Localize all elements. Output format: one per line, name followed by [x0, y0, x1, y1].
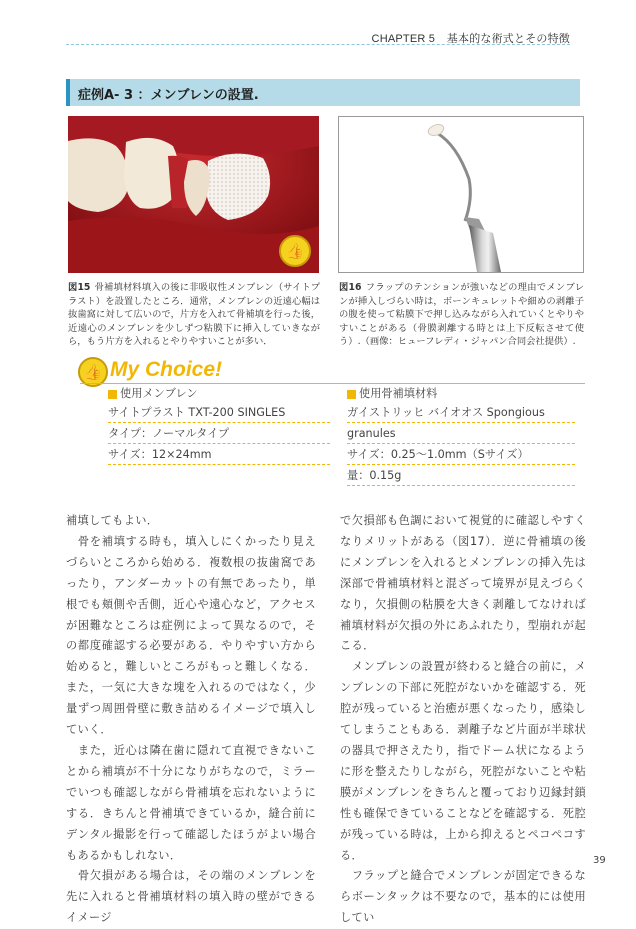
case-title-bar	[66, 79, 580, 106]
membrane-heading	[108, 386, 330, 402]
figure-15-photo	[68, 116, 319, 273]
bone-graft-product: ガイストリッヒ バイオオス Spongious	[347, 403, 575, 423]
chapter-title: 基本的な術式とその特徴	[446, 32, 570, 45]
body-paragraph: 骨欠損がある場合は，その端のメンブレンを先に入れると骨補填材料の填入時の壁ができるイメージ	[66, 869, 316, 925]
body-paragraph: で欠損部も色調において視覚的に確認しやすくなりメリットがある（図17）．逆に骨補填の後にメンブレンを入れるとメンブレンの挿入先は深部で骨補填材料と混ざって境界が見えづらくなり，欠損側の粘膜を大きく剥離してなければ補填材料が欠損の外にあふれたり，型崩れが起こる．	[340, 514, 586, 653]
body-column-right	[340, 511, 586, 929]
bone-graft-heading-text: 使用骨補填材料	[359, 387, 438, 400]
figure-15-number: 図15	[68, 282, 91, 293]
header-divider	[66, 44, 570, 45]
my-choice-exclamation: !	[215, 358, 223, 381]
bone-curette-drawing	[339, 117, 583, 272]
my-choice-title-text: My Choice	[110, 358, 216, 381]
body-paragraph: フラップと縫合でメンブレンが固定できるならボーンタックは不要なので，基本的には使用してい	[340, 869, 586, 925]
figure-16-text: フラップのテンションが強いなどの理由でメンブレンが挿入しづらい時は，ボーンキュレットや細めの剥離子の腹を使って粘膜下で押し込みながら入れていくとやりやすいことがある（骨膜剥離する時とは上下反転させて使う）.（画像：ヒューフレディ・ジャパン合同会社提供）.	[339, 282, 584, 347]
yellow-square-icon	[347, 390, 356, 399]
body-paragraph: 骨を補填する時も，填入しにくかったり見えづらいところから始める．複数根の抜歯窩であったり，アンダーカットの有無であったり，単根でも頬側や舌側，近心や遠心など，アクセスが困難なところは症例によって異なるので，その都度確認する必要がある．やりやすい方から始めると，難しいところがもっと難しくなる．また，一気に大きな塊を入れるのではなく，少量ずつ周囲骨壁に敷き詰めるイメージで填入していく．	[66, 534, 316, 737]
bone-graft-heading	[347, 386, 575, 402]
membrane-size: サイズ：12×24mm	[108, 445, 330, 465]
body-paragraph: 補填してもよい．	[66, 514, 159, 527]
chapter-label: CHAPTER 5	[371, 33, 436, 45]
figure-15-text: 骨補填材料填入の後に非吸収性メンブレン（サイトプラスト）を設置したところ．通常，メンブレンの近遠心幅は抜歯窩に対して広いので，片方を入れて骨補填を行った後，近遠心のメンブレンを少しずつ粘膜下に挿入していきながら，もう片方を入れるとやりやすいことが多い．	[68, 282, 320, 347]
page-number: 39	[593, 855, 606, 866]
my-choice-title	[110, 358, 222, 382]
bone-graft-amount: 量：0.15g	[347, 466, 575, 486]
membrane-heading-text: 使用メンブレン	[120, 387, 198, 400]
my-choice-rule	[80, 383, 585, 384]
case-title: 症例A- 3 ：メンブレンの設置.	[78, 88, 259, 103]
case-title-accent	[66, 79, 70, 106]
figure-15-caption	[68, 281, 320, 349]
body-paragraph: メンブレンの設置が終わると縫合の前に，メンブレンの下部に死腔がないかを確認する．死腔が残っていると治癒が悪くなったり，感染してしまうこともある．剥離子など片面が半球状の器具で押さえたり，指でドーム状になるように形を整えたりしながら，死腔がないことや粘膜がメンブレンをきちんと覆っており辺縁封鎖性も確保できていることなどを確認する．死腔が残っている時は，上から抑えるとペコペコする．	[340, 660, 586, 862]
thumbs-up-icon: 👍	[78, 357, 108, 387]
membrane-materials	[108, 386, 330, 465]
membrane-product: サイトプラスト TXT-200 SINGLES	[108, 403, 330, 423]
bone-graft-size: サイズ：0.25〜1.0mm（Sサイズ）	[347, 445, 575, 465]
bone-graft-product-cont: granules	[347, 424, 575, 444]
membrane-type: タイプ：ノーマルタイプ	[108, 424, 330, 444]
body-paragraph: また，近心は隣在歯に隠れて直視できないことから補填が不十分になりがちなので，ミラーでいつも確認しながら骨補填を忘れないようにする．きちんと骨補填できているか，縫合前にデンタル撮影を行って確認したほうがよい場合もあるかもしれない．	[66, 743, 316, 862]
figure-16-caption	[339, 281, 584, 349]
figure-16-number: 図16	[339, 282, 362, 293]
body-column-left	[66, 511, 316, 929]
thumbs-up-icon: 👍	[279, 235, 311, 267]
figure-16-photo	[338, 116, 584, 273]
bone-graft-materials	[347, 386, 575, 486]
yellow-square-icon	[108, 390, 117, 399]
